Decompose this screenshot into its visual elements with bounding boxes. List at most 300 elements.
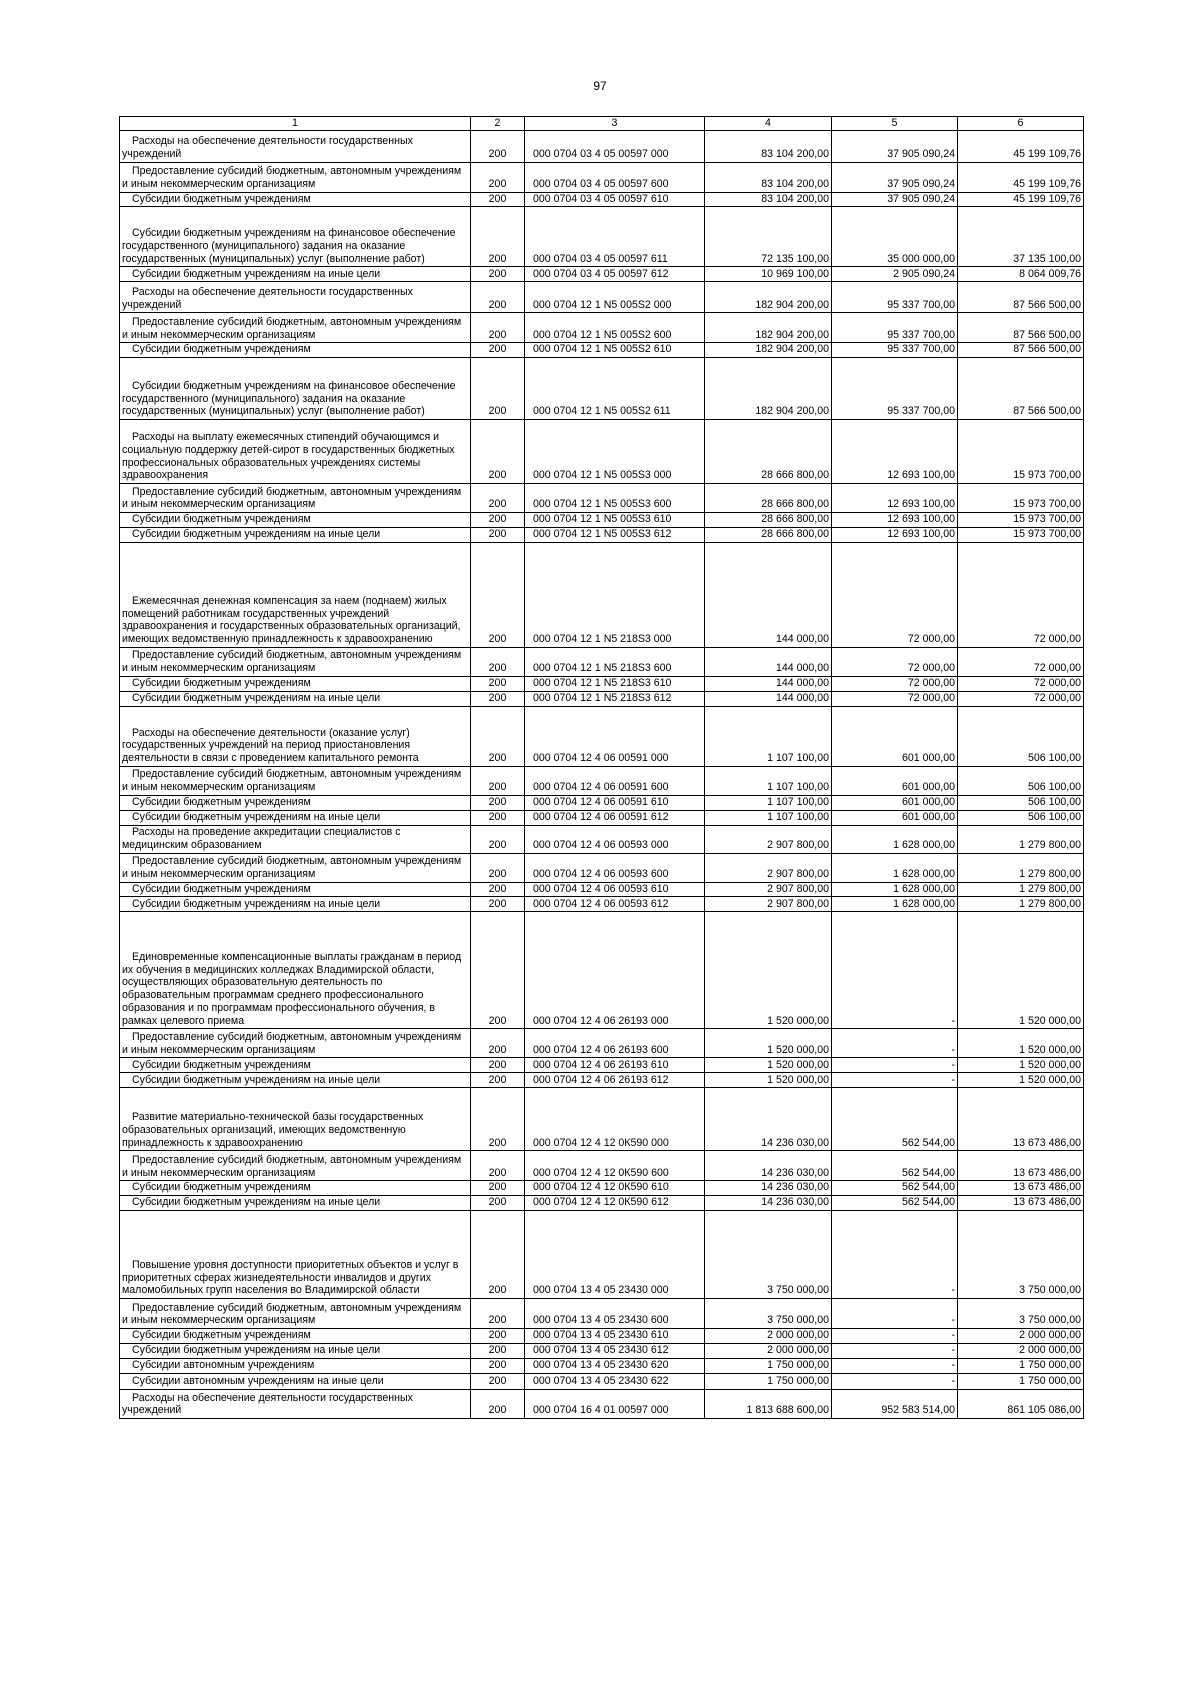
row-code: 200 — [471, 706, 525, 766]
row-name — [120, 1195, 471, 1210]
row-code: 200 — [471, 1210, 525, 1298]
row-value-col5: - — [832, 1210, 958, 1298]
row-code: 200 — [471, 676, 525, 691]
row-name — [120, 691, 471, 706]
row-name-text: Расходы на обеспечение деятельности (оказание услуг) государственных учреждений на период приостановления деятельности в связи с проведением капитального ремонта — [122, 726, 419, 765]
row-name-text: Субсидии бюджетным учреждениям — [132, 192, 311, 205]
row-value-col6: 1 520 000,00 — [958, 1073, 1084, 1088]
row-name-text: Субсидии бюджетным учреждениям — [132, 795, 311, 808]
row-kbk: 000 0704 12 1 N5 005S2 000 — [525, 282, 705, 313]
row-name-text: Расходы на обеспечение деятельности государственных учреждений — [122, 286, 413, 311]
row-kbk: 000 0704 12 1 N5 005S2 611 — [525, 358, 705, 420]
row-name — [120, 1029, 471, 1058]
row-value-col5: 37 905 090,24 — [832, 130, 958, 162]
row-value-col6: 1 520 000,00 — [958, 1029, 1084, 1058]
row-name-text: Субсидии бюджетным учреждениям на финансовое обеспечение государственного (муниципального) задания на оказание государственных (муниципальных) услуг (выполнение работ) — [122, 227, 456, 265]
row-value-col6: 2 000 000,00 — [958, 1328, 1084, 1343]
row-kbk: 000 0704 12 1 N5 218S3 612 — [525, 691, 705, 706]
row-name — [120, 207, 471, 267]
row-name-text: Развитие материально-технической базы государственных образовательных организаций, имеющих ведомственную принадлежность к здравоохранению — [122, 1111, 424, 1149]
row-value-col5: - — [832, 1029, 958, 1058]
row-value-col6: 45 199 109,76 — [958, 192, 1084, 207]
row-code: 200 — [471, 1195, 525, 1210]
row-value-col5: 95 337 700,00 — [832, 282, 958, 313]
row-kbk: 000 0704 12 1 N5 005S2 610 — [525, 343, 705, 358]
row-name — [120, 130, 471, 162]
row-value-col6: 506 100,00 — [958, 795, 1084, 810]
table-row — [120, 484, 1084, 513]
row-name — [120, 542, 471, 647]
row-value-col4: 1 750 000,00 — [705, 1373, 832, 1389]
row-value-col6: 13 673 486,00 — [958, 1195, 1084, 1210]
row-value-col6: 13 673 486,00 — [958, 1151, 1084, 1181]
row-name — [120, 825, 471, 853]
row-value-col4: 2 000 000,00 — [705, 1343, 832, 1358]
table-row — [120, 706, 1084, 766]
row-value-col4: 83 104 200,00 — [705, 192, 832, 207]
row-kbk: 000 0704 13 4 05 23430 622 — [525, 1373, 705, 1389]
row-name-text: Предоставление субсидий бюджетным, автономным учреждениям и иным некоммерческим организациям — [122, 165, 462, 190]
row-code: 200 — [471, 897, 525, 912]
row-value-col6: 1 279 800,00 — [958, 853, 1084, 882]
table-row — [120, 810, 1084, 825]
table-row — [120, 130, 1084, 162]
row-code: 200 — [471, 1373, 525, 1389]
row-value-col4: 1 107 100,00 — [705, 706, 832, 766]
row-value-col6: 15 973 700,00 — [958, 527, 1084, 542]
row-value-col5: - — [832, 912, 958, 1029]
row-value-col5: 37 905 090,24 — [832, 192, 958, 207]
row-name — [120, 282, 471, 313]
table-row — [120, 192, 1084, 207]
row-code: 200 — [471, 1343, 525, 1358]
table-row — [120, 343, 1084, 358]
row-value-col6: 72 000,00 — [958, 647, 1084, 676]
row-code: 200 — [471, 267, 525, 282]
row-code: 200 — [471, 282, 525, 313]
row-value-col4: 1 107 100,00 — [705, 795, 832, 810]
row-value-col4: 28 666 800,00 — [705, 484, 832, 513]
row-kbk: 000 0704 03 4 05 00597 600 — [525, 162, 705, 192]
row-value-col5: 95 337 700,00 — [832, 358, 958, 420]
row-value-col4: 182 904 200,00 — [705, 358, 832, 420]
table-row — [120, 1151, 1084, 1181]
row-value-col6: 3 750 000,00 — [958, 1298, 1084, 1328]
row-value-col5: 601 000,00 — [832, 795, 958, 810]
row-name — [120, 313, 471, 343]
row-value-col6: 1 750 000,00 — [958, 1373, 1084, 1389]
row-kbk: 000 0704 03 4 05 00597 610 — [525, 192, 705, 207]
row-code: 200 — [471, 1151, 525, 1181]
row-name-text: Субсидии бюджетным учреждениям на иные цели — [132, 692, 381, 705]
row-code: 200 — [471, 484, 525, 513]
row-value-col4: 1 750 000,00 — [705, 1358, 832, 1373]
row-value-col4: 14 236 030,00 — [705, 1195, 832, 1210]
table-row — [120, 1088, 1084, 1151]
row-name-text: Предоставление субсидий бюджетным, автономным учреждениям и иным некоммерческим организациям — [122, 768, 462, 794]
row-value-col4: 1 520 000,00 — [705, 1058, 832, 1073]
row-value-col5: 562 544,00 — [832, 1151, 958, 1181]
row-code: 200 — [471, 192, 525, 207]
row-value-col5: 95 337 700,00 — [832, 313, 958, 343]
row-name — [120, 343, 471, 358]
row-value-col6: 2 000 000,00 — [958, 1343, 1084, 1358]
row-value-col6: 1 520 000,00 — [958, 1058, 1084, 1073]
row-value-col6: 506 100,00 — [958, 810, 1084, 825]
row-name — [120, 1181, 471, 1196]
row-name-text: Предоставление субсидий бюджетным, автономным учреждениям и иным некоммерческим организациям — [122, 649, 462, 675]
row-name-text: Расходы на проведение аккредитации специалистов с медицинским образованием — [122, 826, 401, 851]
table-row — [120, 267, 1084, 282]
row-name — [120, 513, 471, 528]
row-name-text: Субсидии бюджетным учреждениям — [132, 1181, 311, 1194]
row-name-text: Повышение уровня доступности приоритетных объектов и услуг в приоритетных сферах жизнедеятельности инвалидов и других маломобильных групп населения во Владимирской области — [122, 1258, 459, 1297]
row-kbk: 000 0704 12 1 N5 218S3 610 — [525, 676, 705, 691]
row-name-text: Субсидии автономным учреждениям на иные цели — [132, 1375, 384, 1388]
row-code: 200 — [471, 647, 525, 676]
page-number: 97 — [593, 79, 607, 93]
table-row — [120, 912, 1084, 1029]
row-kbk: 000 0704 12 4 12 0К590 000 — [525, 1088, 705, 1151]
row-name — [120, 1343, 471, 1358]
table-row — [120, 1343, 1084, 1358]
row-kbk: 000 0704 12 4 12 0К590 612 — [525, 1195, 705, 1210]
row-value-col5: 952 583 514,00 — [832, 1389, 958, 1418]
row-kbk: 000 0704 13 4 05 23430 612 — [525, 1343, 705, 1358]
row-name-text: Единовременные компенсационные выплаты гражданам в период их обучения в медицинских колледжах Владимирской области, осуществляющих образовательную деятельность по образовательным программам среднего профессионального образования и по программам профессионального обучения, в рамках целевого приема — [122, 951, 462, 1027]
row-code: 200 — [471, 1088, 525, 1151]
row-value-col5: 1 628 000,00 — [832, 825, 958, 853]
row-name-text: Ежемесячная денежная компенсация за наем (поднаем) жилых помещений работникам государственных учреждений здравоохранения и государственных образовательных организаций, имеющих ведомственную принадлежность к здравоохранению — [122, 595, 461, 646]
row-name-text: Субсидии бюджетным учреждениям на иные цели — [132, 1073, 381, 1086]
row-value-col5: - — [832, 1328, 958, 1343]
row-value-col5: - — [832, 1058, 958, 1073]
row-value-col5: 601 000,00 — [832, 810, 958, 825]
row-code: 200 — [471, 795, 525, 810]
row-name-text: Субсидии бюджетным учреждениям на финансовое обеспечение государственного (муниципального) задания на оказание государственных (муниципальных) услуг (выполнение работ) — [122, 380, 456, 418]
row-value-col5: - — [832, 1343, 958, 1358]
row-value-col5: 12 693 100,00 — [832, 484, 958, 513]
row-kbk: 000 0704 12 4 06 26193 000 — [525, 912, 705, 1029]
row-value-col5: 72 000,00 — [832, 691, 958, 706]
row-code: 200 — [471, 882, 525, 897]
row-kbk: 000 0704 12 4 06 00591 610 — [525, 795, 705, 810]
row-name — [120, 1210, 471, 1298]
row-kbk: 000 0704 12 4 12 0К590 600 — [525, 1151, 705, 1181]
row-value-col6: 45 199 109,76 — [958, 130, 1084, 162]
row-value-col6: 15 973 700,00 — [958, 513, 1084, 528]
row-value-col6: 1 279 800,00 — [958, 825, 1084, 853]
row-value-col5: 12 693 100,00 — [832, 420, 958, 484]
row-name — [120, 1358, 471, 1373]
row-value-col5: 601 000,00 — [832, 766, 958, 795]
row-value-col6: 1 279 800,00 — [958, 882, 1084, 897]
table-row — [120, 691, 1084, 706]
row-value-col6: 87 566 500,00 — [958, 343, 1084, 358]
row-name-text: Субсидии бюджетным учреждениям на иные цели — [132, 528, 381, 541]
row-value-col5: 2 905 090,24 — [832, 267, 958, 282]
budget-table — [119, 116, 1084, 1419]
row-name-text: Предоставление субсидий бюджетным, автономным учреждениям и иным некоммерческим организациям — [122, 855, 462, 880]
row-name — [120, 1328, 471, 1343]
row-value-col6: 72 000,00 — [958, 691, 1084, 706]
row-value-col6: 13 673 486,00 — [958, 1181, 1084, 1196]
table-row — [120, 882, 1084, 897]
row-value-col5: 12 693 100,00 — [832, 513, 958, 528]
table-row — [120, 1029, 1084, 1058]
row-kbk: 000 0704 12 4 06 00593 000 — [525, 825, 705, 853]
table-row — [120, 420, 1084, 484]
row-code: 200 — [471, 130, 525, 162]
column-header: 3 — [525, 117, 705, 131]
row-value-col6: 3 750 000,00 — [958, 1210, 1084, 1298]
row-name-text: Расходы на обеспечение деятельности государственных учреждений — [122, 135, 413, 160]
row-code: 200 — [471, 513, 525, 528]
row-name-text: Предоставление субсидий бюджетным, автономным учреждениям и иным некоммерческим организациям — [122, 1301, 462, 1327]
row-name — [120, 267, 471, 282]
row-code: 200 — [471, 766, 525, 795]
table-row — [120, 1298, 1084, 1328]
row-name-text: Субсидии бюджетным учреждениям на иные цели — [132, 810, 381, 823]
row-name-text: Расходы на выплату ежемесячных стипендий обучающимся и социальную поддержку детей-сирот в государственных бюджетных профессиональных образовательных учреждениях системы здравоохранения — [122, 431, 455, 482]
row-code: 200 — [471, 1328, 525, 1343]
row-value-col6: 861 105 086,00 — [958, 1389, 1084, 1418]
row-value-col5: 72 000,00 — [832, 542, 958, 647]
row-name — [120, 420, 471, 484]
column-header: 6 — [958, 117, 1084, 131]
row-value-col6: 1 279 800,00 — [958, 897, 1084, 912]
row-name — [120, 1073, 471, 1088]
row-code: 200 — [471, 1389, 525, 1418]
row-value-col4: 182 904 200,00 — [705, 282, 832, 313]
row-name — [120, 897, 471, 912]
row-value-col4: 3 750 000,00 — [705, 1210, 832, 1298]
row-name — [120, 192, 471, 207]
table-row — [120, 207, 1084, 267]
table-row — [120, 647, 1084, 676]
row-name-text: Субсидии бюджетным учреждениям — [132, 677, 311, 690]
row-kbk: 000 0704 13 4 05 23430 620 — [525, 1358, 705, 1373]
row-name — [120, 882, 471, 897]
row-name — [120, 795, 471, 810]
table-row — [120, 1073, 1084, 1088]
row-kbk: 000 0704 13 4 05 23430 600 — [525, 1298, 705, 1328]
row-value-col4: 3 750 000,00 — [705, 1298, 832, 1328]
row-code: 200 — [471, 810, 525, 825]
row-value-col5: 35 000 000,00 — [832, 207, 958, 267]
row-value-col6: 15 973 700,00 — [958, 420, 1084, 484]
row-code: 200 — [471, 420, 525, 484]
table-row — [120, 1328, 1084, 1343]
row-value-col4: 83 104 200,00 — [705, 162, 832, 192]
row-value-col5: 562 544,00 — [832, 1181, 958, 1196]
row-name — [120, 810, 471, 825]
row-name-text: Субсидии бюджетным учреждениям — [132, 1058, 311, 1071]
row-value-col4: 10 969 100,00 — [705, 267, 832, 282]
column-header: 2 — [471, 117, 525, 131]
row-name — [120, 484, 471, 513]
row-name-text: Расходы на обеспечение деятельности государственных учреждений — [122, 1391, 413, 1417]
table-row — [120, 358, 1084, 420]
row-code: 200 — [471, 1058, 525, 1073]
row-value-col6: 506 100,00 — [958, 766, 1084, 795]
row-kbk: 000 0704 12 1 N5 005S3 610 — [525, 513, 705, 528]
row-value-col5: 95 337 700,00 — [832, 343, 958, 358]
row-kbk: 000 0704 13 4 05 23430 000 — [525, 1210, 705, 1298]
row-value-col4: 1 520 000,00 — [705, 1029, 832, 1058]
table-row — [120, 1058, 1084, 1073]
row-value-col5: 1 628 000,00 — [832, 853, 958, 882]
row-code: 200 — [471, 542, 525, 647]
row-code: 200 — [471, 1358, 525, 1373]
row-value-col4: 2 000 000,00 — [705, 1328, 832, 1343]
row-code: 200 — [471, 162, 525, 192]
row-code: 200 — [471, 1181, 525, 1196]
table-row — [120, 766, 1084, 795]
row-name — [120, 162, 471, 192]
row-value-col4: 144 000,00 — [705, 676, 832, 691]
table-row — [120, 1389, 1084, 1418]
row-code: 200 — [471, 313, 525, 343]
table-row — [120, 825, 1084, 853]
row-value-col4: 144 000,00 — [705, 691, 832, 706]
column-header: 4 — [705, 117, 832, 131]
row-value-col4: 182 904 200,00 — [705, 343, 832, 358]
row-value-col5: - — [832, 1358, 958, 1373]
table-row — [120, 1210, 1084, 1298]
row-value-col6: 87 566 500,00 — [958, 313, 1084, 343]
row-code: 200 — [471, 343, 525, 358]
table-row — [120, 1181, 1084, 1196]
row-value-col4: 144 000,00 — [705, 647, 832, 676]
row-value-col4: 28 666 800,00 — [705, 420, 832, 484]
row-value-col5: - — [832, 1073, 958, 1088]
table-row — [120, 1195, 1084, 1210]
table-row — [120, 313, 1084, 343]
row-value-col5: 562 544,00 — [832, 1195, 958, 1210]
row-value-col4: 182 904 200,00 — [705, 313, 832, 343]
row-code: 200 — [471, 1029, 525, 1058]
row-name-text: Субсидии бюджетным учреждениям на иные цели — [132, 1344, 381, 1357]
row-value-col4: 14 236 030,00 — [705, 1181, 832, 1196]
row-value-col6: 8 064 009,76 — [958, 267, 1084, 282]
row-kbk: 000 0704 03 4 05 00597 612 — [525, 267, 705, 282]
row-value-col6: 87 566 500,00 — [958, 358, 1084, 420]
row-code: 200 — [471, 1298, 525, 1328]
row-value-col5: 37 905 090,24 — [832, 162, 958, 192]
row-code: 200 — [471, 912, 525, 1029]
table-row — [120, 542, 1084, 647]
row-kbk: 000 0704 12 1 N5 005S3 612 — [525, 527, 705, 542]
row-code: 200 — [471, 691, 525, 706]
row-value-col5: - — [832, 1298, 958, 1328]
row-value-col6: 1 750 000,00 — [958, 1358, 1084, 1373]
row-kbk: 000 0704 16 4 01 00597 000 — [525, 1389, 705, 1418]
column-header: 5 — [832, 117, 958, 131]
row-kbk: 000 0704 12 4 12 0К590 610 — [525, 1181, 705, 1196]
row-kbk: 000 0704 12 4 06 00593 600 — [525, 853, 705, 882]
row-value-col5: 72 000,00 — [832, 676, 958, 691]
row-value-col4: 2 907 800,00 — [705, 853, 832, 882]
row-value-col6: 87 566 500,00 — [958, 282, 1084, 313]
row-name — [120, 1298, 471, 1328]
row-value-col6: 45 199 109,76 — [958, 162, 1084, 192]
table-row — [120, 897, 1084, 912]
row-kbk: 000 0704 12 4 06 00591 600 — [525, 766, 705, 795]
row-value-col5: 12 693 100,00 — [832, 527, 958, 542]
row-kbk: 000 0704 12 4 06 26193 600 — [525, 1029, 705, 1058]
row-value-col4: 83 104 200,00 — [705, 130, 832, 162]
row-value-col4: 14 236 030,00 — [705, 1151, 832, 1181]
row-code: 200 — [471, 207, 525, 267]
row-kbk: 000 0704 12 4 06 00591 000 — [525, 706, 705, 766]
row-value-col5: 1 628 000,00 — [832, 882, 958, 897]
row-name — [120, 766, 471, 795]
row-name — [120, 1151, 471, 1181]
table-row — [120, 1373, 1084, 1389]
row-value-col4: 2 907 800,00 — [705, 825, 832, 853]
row-value-col6: 37 135 100,00 — [958, 207, 1084, 267]
row-name — [120, 527, 471, 542]
row-name — [120, 1058, 471, 1073]
row-kbk: 000 0704 12 1 N5 005S2 600 — [525, 313, 705, 343]
row-kbk: 000 0704 03 4 05 00597 611 — [525, 207, 705, 267]
row-name — [120, 1373, 471, 1389]
row-kbk: 000 0704 12 4 06 26193 610 — [525, 1058, 705, 1073]
row-kbk: 000 0704 12 1 N5 218S3 000 — [525, 542, 705, 647]
row-value-col4: 1 107 100,00 — [705, 810, 832, 825]
table-row — [120, 1358, 1084, 1373]
row-value-col6: 13 673 486,00 — [958, 1088, 1084, 1151]
row-kbk: 000 0704 13 4 05 23430 610 — [525, 1328, 705, 1343]
row-kbk: 000 0704 12 1 N5 218S3 600 — [525, 647, 705, 676]
row-name — [120, 1088, 471, 1151]
row-kbk: 000 0704 12 4 06 00593 612 — [525, 897, 705, 912]
row-name — [120, 358, 471, 420]
table-row — [120, 527, 1084, 542]
row-name-text: Субсидии бюджетным учреждениям на иные цели — [132, 897, 381, 910]
row-name-text: Субсидии бюджетным учреждениям — [132, 513, 311, 526]
row-name-text: Предоставление субсидий бюджетным, автономным учреждениям и иным некоммерческим организациям — [122, 1153, 462, 1179]
row-name — [120, 706, 471, 766]
row-kbk: 000 0704 12 1 N5 005S3 000 — [525, 420, 705, 484]
table-row — [120, 513, 1084, 528]
row-name-text: Субсидии бюджетным учреждениям — [132, 882, 311, 895]
row-value-col4: 72 135 100,00 — [705, 207, 832, 267]
row-name-text: Субсидии автономным учреждениям — [132, 1359, 315, 1372]
row-value-col6: 1 520 000,00 — [958, 912, 1084, 1029]
row-value-col4: 2 907 800,00 — [705, 882, 832, 897]
row-value-col5: 601 000,00 — [832, 706, 958, 766]
row-value-col6: 72 000,00 — [958, 676, 1084, 691]
row-name-text: Субсидии бюджетным учреждениям — [132, 1329, 311, 1342]
row-value-col5: 72 000,00 — [832, 647, 958, 676]
row-name — [120, 853, 471, 882]
row-kbk: 000 0704 03 4 05 00597 000 — [525, 130, 705, 162]
row-value-col5: 562 544,00 — [832, 1088, 958, 1151]
row-value-col4: 14 236 030,00 — [705, 1088, 832, 1151]
row-name — [120, 912, 471, 1029]
row-code: 200 — [471, 1073, 525, 1088]
row-name-text: Субсидии бюджетным учреждениям на иные цели — [132, 267, 381, 280]
row-value-col6: 15 973 700,00 — [958, 484, 1084, 513]
table-row — [120, 853, 1084, 882]
row-value-col4: 1 813 688 600,00 — [705, 1389, 832, 1418]
row-value-col6: 72 000,00 — [958, 542, 1084, 647]
row-kbk: 000 0704 12 4 06 00593 610 — [525, 882, 705, 897]
column-number-row — [120, 117, 1084, 131]
row-name — [120, 647, 471, 676]
